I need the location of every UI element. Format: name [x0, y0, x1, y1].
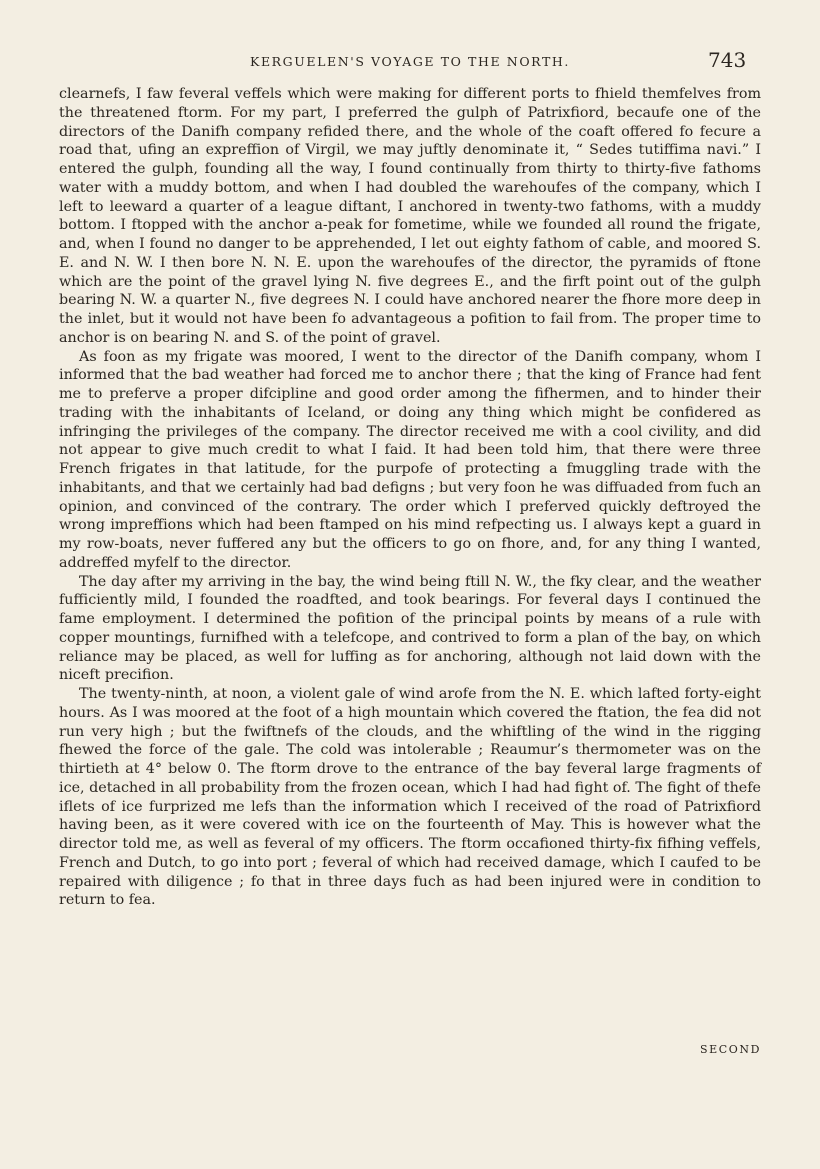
- paragraph: The twenty-ninth, at noon, a violent gale of wind arofe from the N. E. which lafted forty-eight hours. As I was moored at the foot of a high mountain which covered the ftation, the fea did not run very high ; but the fwiftnefs of the clouds, and the whiftling of the wind in the rigging fhewed the force of the gale. The cold was intolerable ; Reaumur’s thermometer was on the thirtieth at 4° below 0. The ftorm drove to the entrance of the bay feveral large fragments of ice, detached in all probability from the frozen ocean, which I had had fight of. The fight of thefe iflets of ice furprized me lefs than the information which I received of the road of Patrixfiord having been, as it were covered with ice on the fourteenth of May. This is however what the director told me, as well as feveral of my officers. The ftorm occafioned thirty-fix fifhing veffels, French and Dutch, to go into port ; feveral of which had received damage, which I caufed to be repaired with diligence ; fo that in three days fuch as had been injured were in condition to return to fea.: [59, 686, 761, 909]
- running-head: KERGUELEN'S VOYAGE TO THE NORTH.: [250, 54, 570, 69]
- catchword: SECOND: [700, 1043, 762, 1056]
- paragraph: clearnefs, I faw feveral veffels which were making for different ports to fhield themfelves from the threatened ftorm. For my part, I preferred the gulph of Patrixfiord, becaufe one of the directors of the Danifh company refided there, and the whole of the coaft offered fo fecure a road that, ufing an expreffion of Virgil, we may juftly denominate it, “ Sedes tutiffima navi.” I entered the gulph, founding all the way, I found continually from thirty to thirty-five fathoms water with a muddy bottom, and when I had doubled the warehoufes of the company, which I left to leeward a quarter of a league diftant, I anchored in twenty-two fathoms, with a muddy bottom. I ftopped with the anchor a-peak for fometime, while we founded all round the frigate, and, when I found no danger to be apprehended, I let out eighty fathom of cable, and moored S. E. and N. W. I then bore N. N. E. upon the warehoufes of the director, the pyramids of ftone which are the point of the gravel lying N. five degrees E., and the firft point out of the gulph bearing N. W. a quarter N., five degrees N. I could have anchored nearer the fhore more deep in the inlet, but it would not have been fo advantageous a pofition to fail from. The proper time to anchor is on bearing N. and S. of the point of gravel.: [59, 86, 761, 346]
- body-text: [59, 85, 761, 910]
- paragraph: As foon as my frigate was moored, I went to the director of the Danifh company, whom I informed that the bad weather had forced me to anchor there ; that the king of France had fent me to preferve a proper difcipline and good order among the fifhermen, and to hinder their trading with the inhabitants of Iceland, or doing any thing which might be confidered as infringing the privileges of the company. The director received me with a cool civility, and did not appear to give much credit to what I faid. It had been told him, that there were three French frigates in that latitude, for the purpofe of protecting a fmuggling trade with the inhabitants, and that we certainly had bad defigns ; but very foon he was diffuaded from fuch an opinion, and convinced of the contrary. The order which I preferved quickly deftroyed the wrong impreffions which had been ftamped on his mind refpecting us. I always kept a guard in my row-boats, never fuffered any but the officers to go on fhore, and, for any thing I wanted, addreffed myfelf to the director.: [59, 348, 761, 571]
- paragraph: The day after my arriving in the bay, the wind being ftill N. W., the fky clear, and the weather fufficiently mild, I founded the roadfted, and took bearings. For feveral days I continued the fame employment. I determined the pofition of the principal points by means of a rule with copper mountings, furnifhed with a telefcope, and contrived to form a plan of the bay, on which reliance may be placed, as well for luffing as for anchoring, although not laid down with the niceft precifion.: [59, 573, 761, 684]
- page-number: 743: [708, 48, 747, 72]
